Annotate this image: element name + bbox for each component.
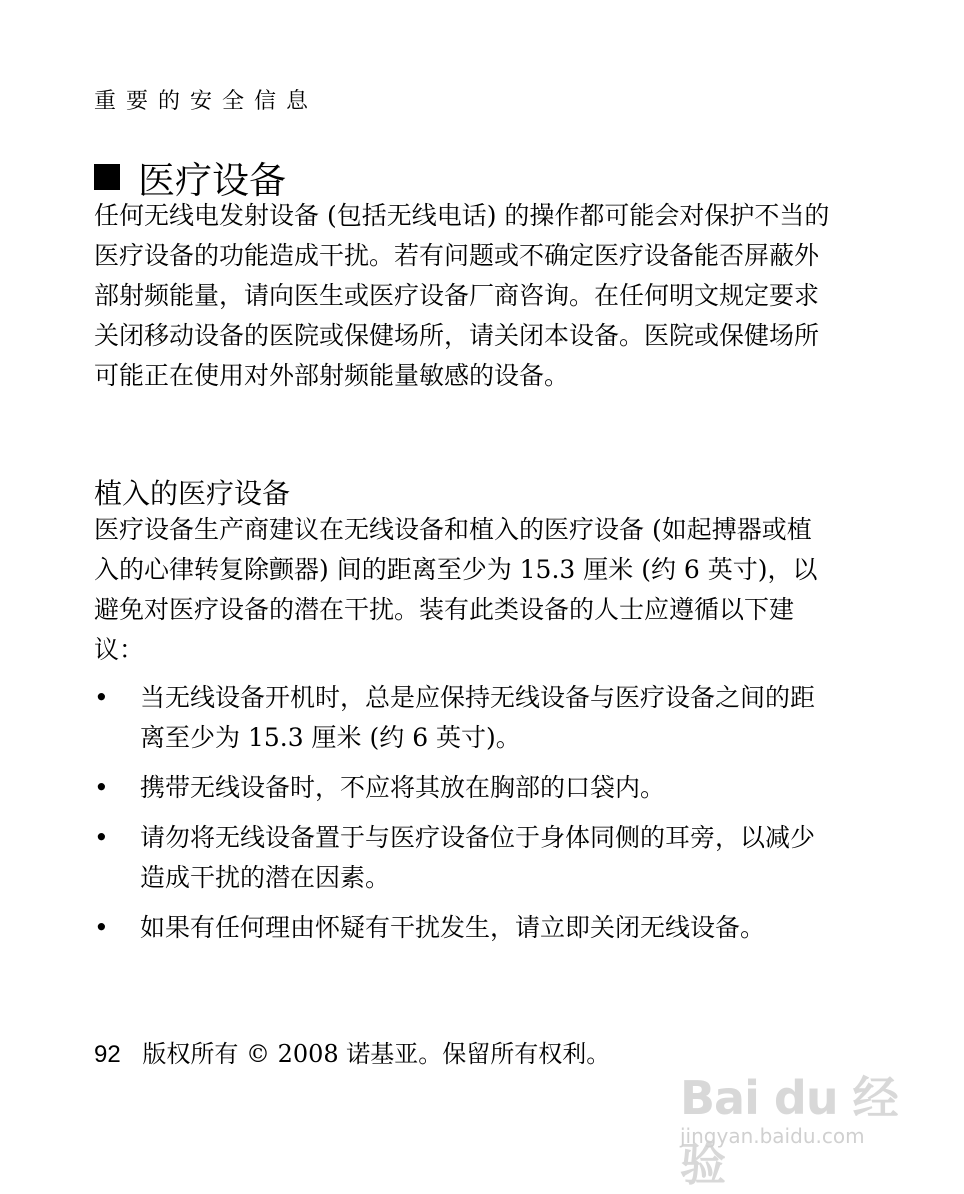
section-title-text: 医疗设备 bbox=[138, 159, 286, 202]
bullet-list bbox=[94, 678, 834, 958]
bullet-dot-icon: • bbox=[94, 773, 109, 802]
bullet-dot-icon: • bbox=[94, 683, 109, 712]
list-item bbox=[94, 678, 834, 758]
section-paragraph: 任何无线电发射设备 (包括无线电话) 的操作都可能会对保护不当的医疗设备的功能造成干扰。若有问题或不确定医疗设备能否屏蔽外部射频能量，请向医生或医疗设备厂商咨询。在任何明文规定要求关闭移动设备的医院或保健场所，请关闭本设备。医院或保健场所可能正在使用对外部射频能量敏感的设备。 bbox=[94, 201, 830, 390]
list-item-text: 如果有任何理由怀疑有干扰发生，请立即关闭无线设备。 bbox=[140, 913, 766, 942]
page-header: 重要的安全信息 bbox=[94, 89, 319, 114]
square-bullet-icon bbox=[94, 164, 120, 190]
bullet-dot-icon: • bbox=[94, 913, 109, 942]
subsection-title: 植入的医疗设备 bbox=[94, 477, 291, 510]
copyright-text: 版权所有 © 2008 诺基亚。保留所有权利。 bbox=[142, 1040, 611, 1068]
page-footer bbox=[94, 1034, 610, 1069]
watermark-logo: Bai du 经验 bbox=[680, 1071, 898, 1191]
list-item bbox=[94, 818, 834, 898]
list-item bbox=[94, 908, 834, 948]
list-item-text: 当无线设备开机时，总是应保持无线设备与医疗设备之间的距离至少为 15.3 厘米 (约 6 英寸)。 bbox=[140, 683, 816, 752]
watermark bbox=[680, 1040, 920, 1191]
list-item-text: 携带无线设备时，不应将其放在胸部的口袋内。 bbox=[140, 773, 666, 802]
list-item-text: 请勿将无线设备置于与医疗设备位于身体同侧的耳旁，以减少造成干扰的潜在因素。 bbox=[140, 823, 816, 892]
list-item bbox=[94, 768, 834, 808]
page-number: 92 bbox=[94, 1041, 121, 1068]
watermark-url: jingyan.baidu.com bbox=[680, 1124, 865, 1148]
subsection-paragraph: 医疗设备生产商建议在无线设备和植入的医疗设备 (如起搏器或植入的心律转复除颤器) 间的距离至少为 15.3 厘米 (约 6 英寸)，以避免对医疗设备的潜在干扰。装有此类设备的人士应遵循以下建议： bbox=[94, 515, 818, 664]
bullet-dot-icon: • bbox=[94, 823, 109, 852]
